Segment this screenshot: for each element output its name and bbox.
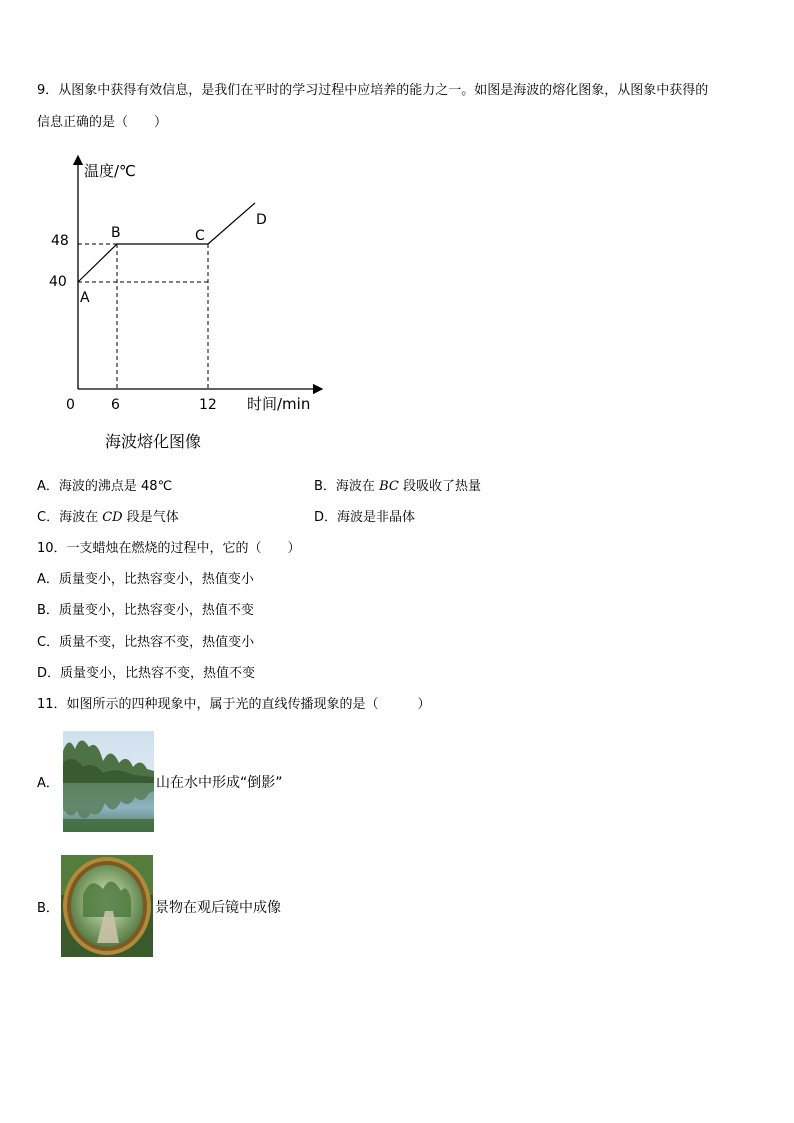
origin-label: 0 [66,397,75,413]
melting-graph [0,0,794,470]
q9-option-c[interactable] [37,509,179,527]
q9-stem-line1: 9．从图象中获得有效信息，是我们在平时的学习过程中应培养的能力之一。如图是海波的熔化图象，从图象中获得的 [37,83,709,98]
xtick-6: 6 [111,397,120,413]
figure-caption: 海波熔化图像 [105,432,202,451]
x-axis-label: 时间/min [247,395,311,413]
rearview-mirror-photo [61,855,153,957]
q9-option-b-post: 段吸收了热量 [398,479,481,494]
q9-option-b[interactable] [314,478,481,496]
q10-option-c[interactable]: C．质量不变，比热容不变，热值变小 [37,635,255,650]
q10-option-d[interactable]: D．质量变小，比热容不变，热值不变 [37,666,256,681]
q9-option-b-pre: B．海波在 [314,479,380,494]
q9-option-b-var: BC [379,479,399,494]
point-a: A [80,290,90,306]
q11-option-a-label[interactable]: A． [37,776,59,791]
q11-option-b-label[interactable]: B． [37,901,59,916]
q9-option-a[interactable]: A．海波的沸点是 48℃ [37,479,173,494]
y-axis-label: 温度/℃ [84,162,136,180]
xtick-12: 12 [199,397,217,413]
melting-curve [78,203,255,282]
q10-option-a[interactable]: A．质量变小，比热容变小，热值变小 [37,572,254,587]
q9-stem-line2: 信息正确的是（ ） [37,115,168,130]
q11-option-a-text: 山在水中形成“倒影” [156,775,283,791]
q9-option-c-pre: C．海波在 [37,510,103,525]
q10-option-b[interactable]: B．质量变小，比热容变小，热值不变 [37,603,254,618]
q9-option-d[interactable]: D．海波是非晶体 [314,510,416,525]
q9-option-c-var: CD [102,510,123,525]
point-d: D [256,212,267,228]
q10-stem: 10．一支蜡烛在燃烧的过程中，它的（ ） [37,541,301,556]
mountain-reflection-photo [63,731,154,832]
ytick-48: 48 [51,233,69,249]
q11-option-b-text: 景物在观后镜中成像 [155,900,281,916]
ytick-40: 40 [49,274,67,290]
q9-option-c-post: 段是气体 [122,510,179,525]
point-c: C [195,228,205,244]
q11-stem: 11．如图所示的四种现象中，属于光的直线传播现象的是（ ） [37,697,431,712]
point-b: B [111,225,121,241]
